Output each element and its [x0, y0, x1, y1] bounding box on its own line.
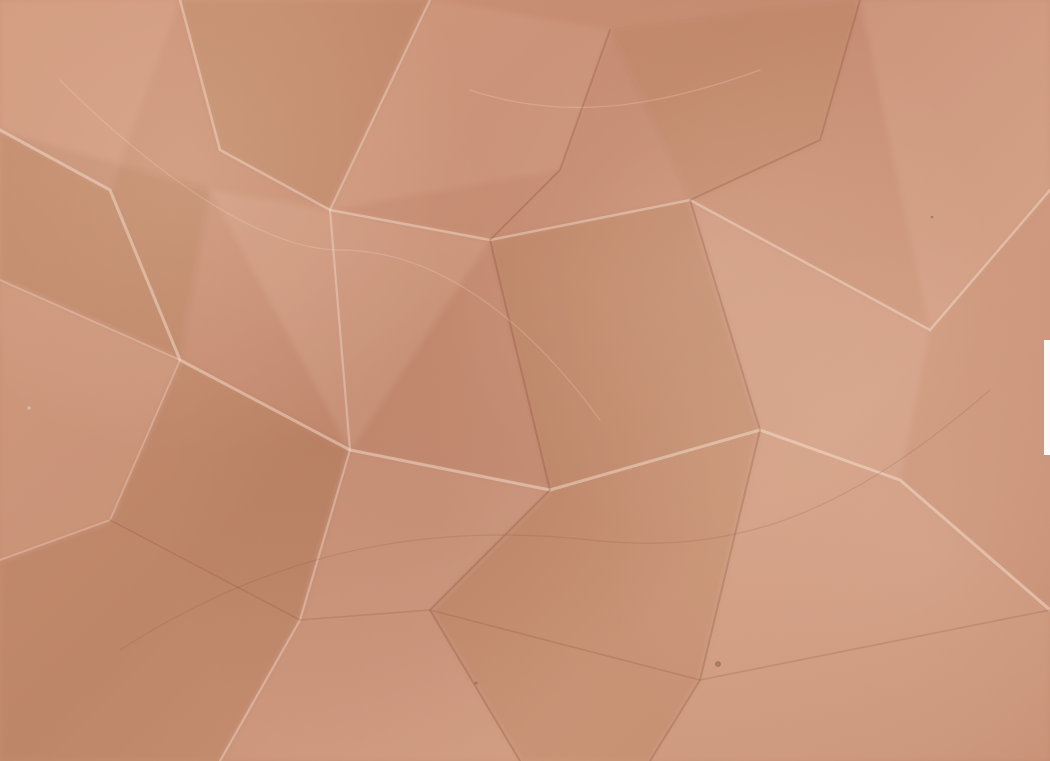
- paper-edge-highlight: [1044, 340, 1050, 455]
